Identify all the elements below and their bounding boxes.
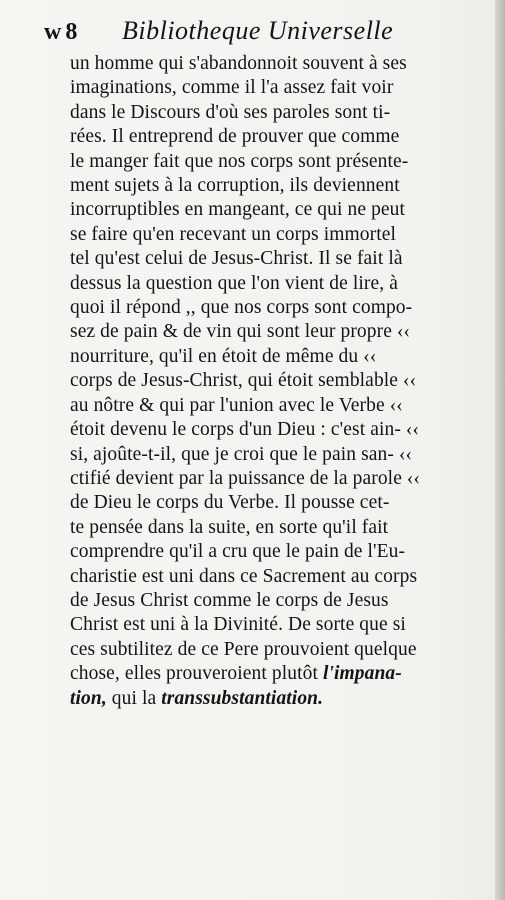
text-line: si, ajoûte-t-il, que je croi que le pain san- ‹‹ xyxy=(70,443,413,465)
text-line: de Dieu le corps du Verbe. Il pousse cet- xyxy=(70,492,390,514)
page-gutter xyxy=(495,0,505,900)
text-line: au nôtre & qui par l'union avec le Verbe ‹‹ xyxy=(70,394,403,416)
text-line: incorruptibles en mangeant, ce qui ne peut xyxy=(70,199,406,221)
text-line: le manger fait que nos corps sont présente- xyxy=(70,150,409,172)
running-title: Bibliotheque Universelle xyxy=(122,16,394,45)
text-line: ctifié devient par la puissance de la parole ‹‹ xyxy=(70,467,421,489)
text-segment: qui la xyxy=(106,687,162,709)
text-line: étoit devenu le corps d'un Dieu : c'est ain- ‹‹ xyxy=(70,419,420,441)
body-text xyxy=(70,52,450,711)
text-line: Christ est uni à la Divinité. De sorte que si xyxy=(70,614,406,636)
text-line: sez de pain & de vin qui sont leur propre ‹‹ xyxy=(70,321,411,343)
text-line: imaginations, comme il l'a assez fait voir xyxy=(70,77,394,99)
text-line: de Jesus Christ comme le corps de Jesus xyxy=(70,589,389,611)
text-line: un homme qui s'abandonnoit souvent à ses xyxy=(70,53,407,74)
text-line: ment sujets à la corruption, ils deviennent xyxy=(70,175,400,197)
italic-term: tion, xyxy=(70,687,107,709)
text-line: quoi il répond ,, que nos corps sont compo- xyxy=(70,297,413,319)
text-line: tel qu'est celui de Jesus-Christ. Il se fait là xyxy=(70,248,403,270)
text-line: rées. Il entreprend de prouver que comme xyxy=(70,126,400,148)
italic-term: l'impana- xyxy=(322,663,402,685)
text-line: te pensée dans la suite, en sorte qu'il fait xyxy=(70,516,389,538)
text-line: nourriture, qu'il en étoit de même du ‹‹ xyxy=(70,345,377,367)
text-line: dans le Discours d'où ses paroles sont ti- xyxy=(70,101,391,123)
text-line: ces subtilitez de ce Pere prouvoient quelque xyxy=(70,638,417,660)
text-segment: chose, elles prouveroient plutôt xyxy=(70,663,318,685)
text-line xyxy=(70,687,450,711)
text-line: comprendre qu'il a cru que le pain de l'Eu- xyxy=(70,541,406,563)
italic-term: transsubstantiation. xyxy=(161,687,324,709)
text-line: dessus la question que l'on vient de lire, à xyxy=(70,272,398,294)
text-line: charistie est uni dans ce Sacrement au corps xyxy=(70,565,418,587)
page-header xyxy=(44,16,464,50)
text-line: se faire qu'en recevant un corps immortel xyxy=(70,223,396,245)
page-number: w 8 xyxy=(44,19,77,45)
text-line: corps de Jesus-Christ, qui étoit semblable ‹‹ xyxy=(70,370,417,392)
text-line xyxy=(70,662,450,686)
